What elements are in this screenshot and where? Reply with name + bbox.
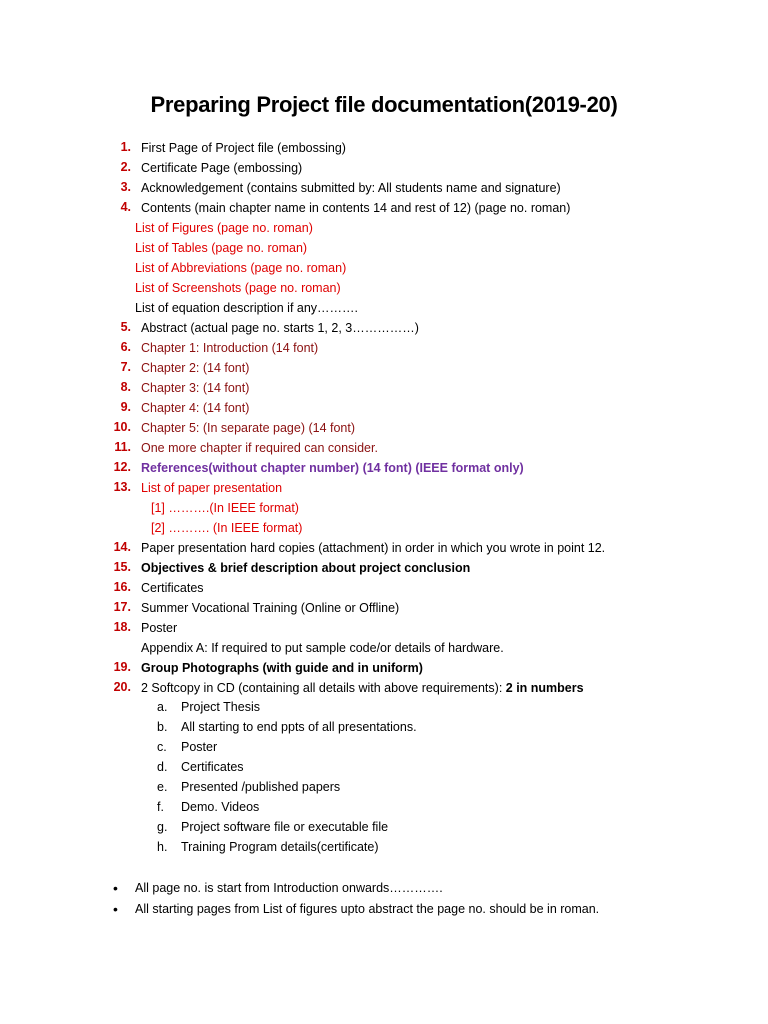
item-text: Chapter 1: Introduction (14 font): [141, 341, 319, 355]
sublist-item: All starting to end ppts of all presentations.: [181, 720, 417, 734]
item-number: 10.: [113, 420, 131, 434]
sublist-letter: e.: [157, 780, 168, 794]
item-number: 11.: [114, 440, 131, 454]
sublist-letter: h.: [157, 840, 168, 854]
item-number: 18.: [113, 620, 131, 634]
item-number: 8.: [120, 380, 131, 394]
item-number: 5.: [120, 320, 131, 334]
item-text: Summer Vocational Training (Online or Offline): [141, 601, 400, 615]
sublist-item: Certificates: [181, 760, 244, 774]
list-of-screenshots-item: List of Screenshots (page no. roman): [135, 281, 341, 295]
sublist-item: Demo. Videos: [181, 800, 260, 814]
sublist-letter: b.: [157, 720, 168, 734]
bullet-icon: •: [113, 880, 118, 896]
item-number: 6.: [120, 340, 131, 354]
item-text: One more chapter if required can consider.: [141, 441, 378, 455]
sublist-item: Project software file or executable file: [181, 820, 389, 834]
sublist-item: Presented /published papers: [181, 780, 341, 794]
item-text: Paper presentation hard copies (attachment) in order in which you wrote in point 12.: [141, 541, 606, 555]
paper-ref-2: [2] ………. (In IEEE format): [151, 521, 303, 535]
item-text: First Page of Project file (embossing): [141, 141, 346, 155]
item-text: Chapter 3: (14 font): [141, 381, 250, 395]
bullet-icon: •: [113, 901, 118, 917]
sublist-letter: c.: [157, 740, 167, 754]
item-number: 14.: [113, 540, 131, 554]
sublist-item: Training Program details(certificate): [181, 840, 379, 854]
item-number: 15.: [113, 560, 131, 574]
sublist-letter: d.: [157, 760, 168, 774]
item-number: 2.: [120, 160, 131, 174]
sublist-item: Project Thesis: [181, 700, 260, 714]
appendix-note: Appendix A: If required to put sample code/or details of hardware.: [141, 641, 504, 655]
item-text: Chapter 5: (In separate page) (14 font): [141, 421, 356, 435]
item-text: Poster: [141, 621, 178, 635]
item-text: Abstract (actual page no. starts 1, 2, 3……………): [141, 321, 419, 335]
list-of-figures-item: List of Figures (page no. roman): [135, 221, 313, 235]
page-title: Preparing Project file documentation(2019-20): [150, 92, 618, 117]
paper-ref-1: [1] ……….(In IEEE format): [151, 501, 299, 515]
references-item: References(without chapter number) (14 font) (IEEE format only): [141, 461, 524, 475]
list-of-tables-item: List of Tables (page no. roman): [135, 241, 308, 255]
item-number: 4.: [120, 200, 131, 214]
item-number: 19.: [113, 660, 131, 674]
item-number: 7.: [120, 360, 131, 374]
softcopy-count: 2 in numbers: [505, 681, 584, 695]
item-text: Certificates: [141, 581, 204, 595]
item-text: Acknowledgement (contains submitted by: All students name and signature): [141, 181, 561, 195]
item-text: Group Photographs (with guide and in uniform): [141, 661, 423, 675]
item-text: [141, 680, 584, 696]
item-number: 1.: [120, 140, 131, 154]
sublist-item: Poster: [181, 740, 218, 754]
sublist-letter: f.: [157, 800, 164, 814]
item-number: 13.: [113, 480, 131, 494]
item-number: 12.: [113, 460, 131, 474]
item-number: 16.: [113, 580, 131, 594]
item-number: 17.: [113, 600, 131, 614]
softcopy-text: 2 Softcopy in CD (containing all details with above requirements):: [141, 681, 506, 695]
equation-list-item: List of equation description if any……….: [135, 301, 359, 315]
note-text: All page no. is start from Introduction onwards………….: [135, 881, 443, 895]
item-text: Chapter 4: (14 font): [141, 401, 250, 415]
item-text: Objectives & brief description about project conclusion: [141, 561, 471, 575]
item-number: 3.: [120, 180, 131, 194]
note-text: All starting pages from List of figures upto abstract the page no. should be in roman.: [135, 902, 600, 916]
sublist-letter: g.: [157, 820, 168, 834]
item-number: 9.: [120, 400, 131, 414]
sublist-letter: a.: [157, 700, 168, 714]
item-text: List of paper presentation: [141, 481, 283, 495]
list-of-abbreviations-item: List of Abbreviations (page no. roman): [135, 261, 347, 275]
item-number: 20.: [113, 680, 131, 694]
item-text: Chapter 2: (14 font): [141, 361, 250, 375]
item-text: Certificate Page (embossing): [141, 161, 303, 175]
item-text: Contents (main chapter name in contents 14 and rest of 12) (page no. roman): [141, 201, 571, 215]
